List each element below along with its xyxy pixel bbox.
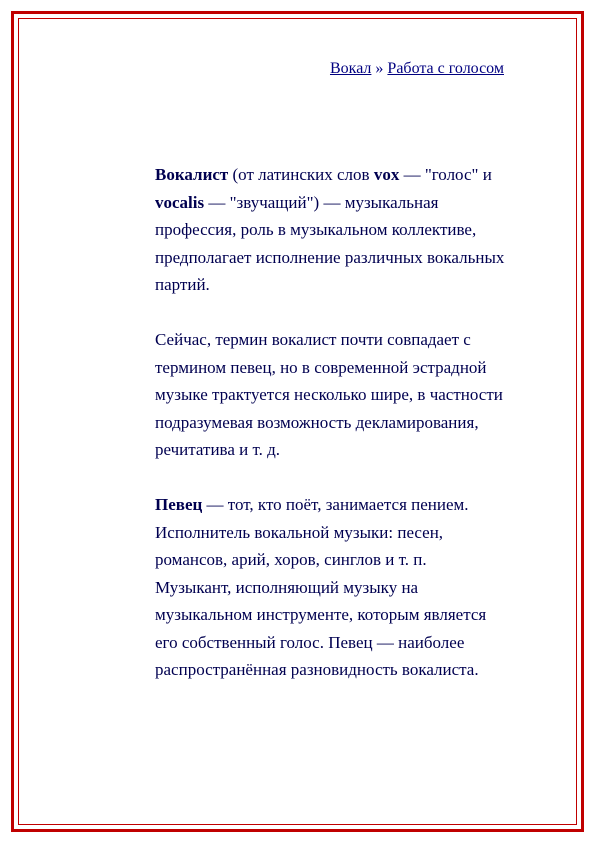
paragraph-singer <box>155 491 505 684</box>
paragraph-vocalist-text-b: — "голос" и <box>399 165 492 184</box>
paragraph-vocalist-text-c: — "звучащий") — музыкальная профессия, роль в музыкальном коллективе, предполагает исполнение различных вокальных партий. <box>155 192 505 294</box>
term-vox: vox <box>373 165 400 184</box>
breadcrumb-link-voice-work[interactable]: Работа с голосом <box>387 60 504 77</box>
term-vocalist: Вокалист <box>155 165 229 184</box>
paragraph-vocalist-text-a: (от латинских слов <box>228 165 374 184</box>
paragraph-vocalist <box>155 161 505 299</box>
paragraph-vocalist-modern: Сейчас, термин вокалист почти совпадает с термином певец, но в современной эстрадной музыке трактуется несколько шире, в частности подразумевая возможность декламирования, речитатива и т. д. <box>155 330 503 459</box>
article-body <box>155 161 505 711</box>
breadcrumb <box>330 59 504 79</box>
breadcrumb-link-vocal[interactable]: Вокал <box>329 60 372 77</box>
term-singer: Певец <box>155 495 203 514</box>
paragraph-singer-text: — тот, кто поёт, занимается пением. Исполнитель вокальной музыки: песен, романсов, арий, хоров, синглов и т. п. Музыкант, исполняющий музыку на музыкальном инструменте, которым является его собственный голос. Певец — наиболее распространённая разновидность вокалиста. <box>155 495 487 679</box>
term-vocalis: vocalis <box>155 192 205 212</box>
breadcrumb-separator: » <box>371 60 388 77</box>
